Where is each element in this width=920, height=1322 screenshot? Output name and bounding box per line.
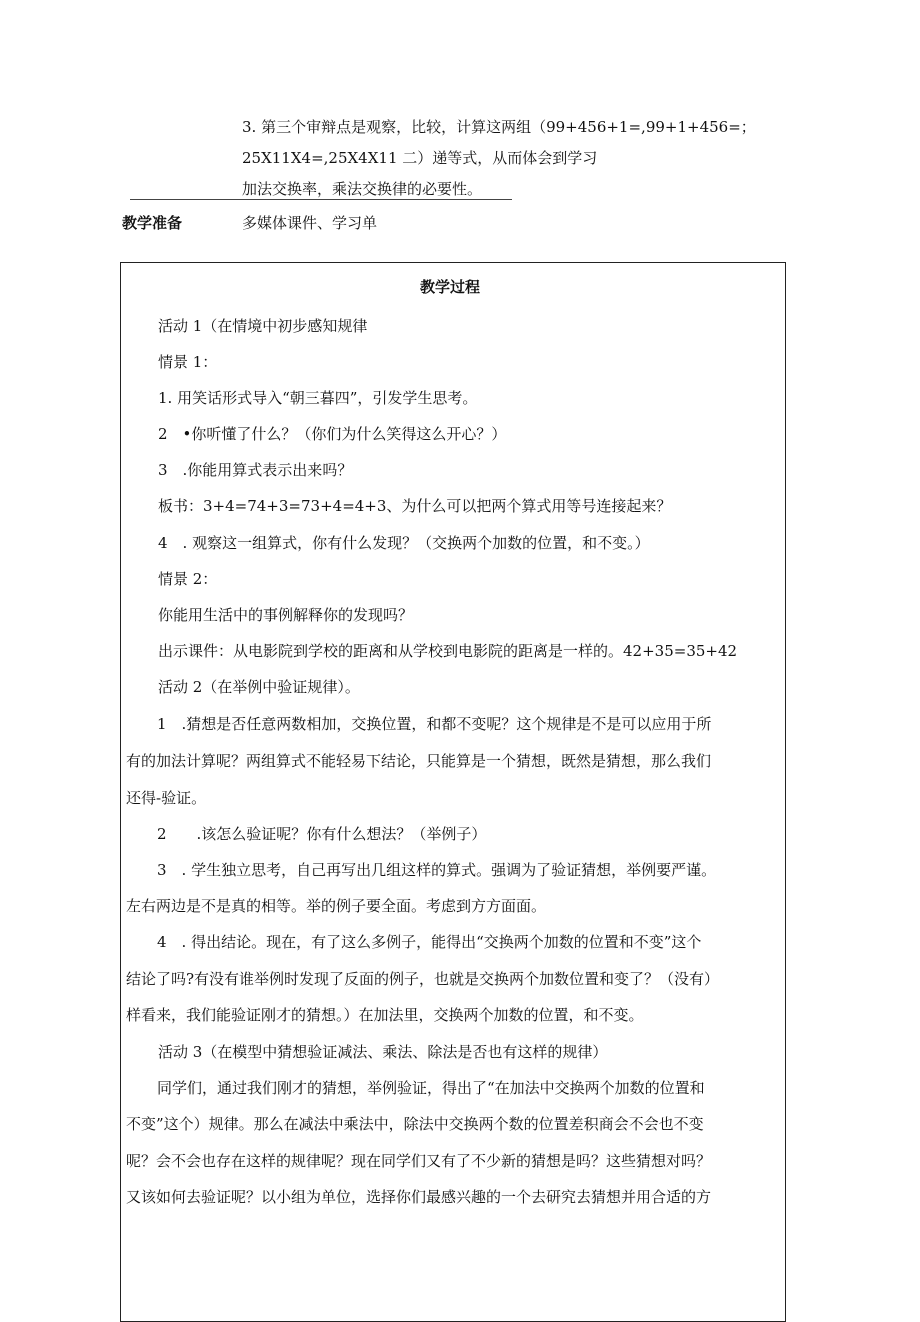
activity-3-heading: 活动 3（在模型中猜想验证减法、乘法、除法是否也有这样的规律） <box>158 1043 608 1061</box>
activity-1-heading: 活动 1（在情境中初步感知规律 <box>158 317 368 335</box>
courseware-line: 出示课件：从电影院到学校的距离和从学校到电影院的距离是一样的。42+35=35+42 <box>158 642 738 660</box>
paragraph-line: 同学们，通过我们刚才的猜想，举例验证，得出了“在加法中交换两个加数的位置和 <box>142 1079 705 1097</box>
preparation-value: 多媒体课件、学习单 <box>242 214 378 232</box>
objective-line-3-cont: 25X11X4=,25X4X11 二）递等式，从而体会到学习 <box>242 149 598 167</box>
process-line: 1. 用笑话形式导入“朝三暮四”，引发学生思考。 <box>158 389 478 407</box>
paragraph-line: 左右两边是不是真的相等。举的例子要全面。考虑到方方面面。 <box>126 897 547 915</box>
paragraph-line: 呢？会不会也存在这样的规律呢？现在同学们又有了不少新的猜想是吗？这些猜想对吗？ <box>126 1152 712 1170</box>
paragraph-line: 4 . 得出结论。现在，有了这么多例子，能得出“交换两个加数的位置和不变”这个 <box>142 933 702 951</box>
preparation-label: 教学准备 <box>122 214 183 232</box>
paragraph-line: 3 . 学生独立思考，自己再写出几组这样的算式。强调为了验证猜想，举例要严谨。 <box>142 861 717 879</box>
scene-1-heading: 情景 1： <box>158 353 218 371</box>
blackboard-line: 板书：3+4=74+3=73+4=4+3、为什么可以把两个算式用等号连接起来？ <box>158 497 672 515</box>
scene-2-heading: 情景 2： <box>158 570 218 588</box>
paragraph-line: 1 .猜想是否任意两数相加，交换位置，和都不变呢？这个规律是不是可以应用于所 <box>142 715 712 733</box>
process-line: 4 . 观察这一组算式，你有什么发现？（交换两个加数的位置，和不变。） <box>158 534 650 552</box>
objective-line-3-end: 加法交换率，乘法交换律的必要性。 <box>242 180 483 198</box>
paragraph-line: 还得-验证。 <box>126 789 207 807</box>
paragraph-line: 又该如何去验证呢？以小组为单位，选择你们最感兴趣的一个去研究去猜想并用合适的方 <box>126 1188 712 1206</box>
process-line: 3 .你能用算式表示出来吗？ <box>158 461 353 479</box>
process-line: 你能用生活中的事例解释你的发现吗？ <box>158 606 414 624</box>
paragraph-line: 不变”这个）规律。那么在减法中乘法中，除法中交换两个数的位置差积商会不会也不变 <box>126 1115 704 1133</box>
objective-line-3: 3. 第三个审辩点是观察，比较，计算这两组（99+456+1=,99+1+456=； <box>242 118 756 136</box>
activity-2-heading: 活动 2（在举例中验证规律）。 <box>158 678 360 696</box>
process-title: 教学过程 <box>420 278 481 296</box>
paragraph-line: 2 .该怎么验证呢？你有什么想法？（举例子） <box>142 825 487 843</box>
paragraph-line: 样看来，我们能验证刚才的猜想。）在加法里，交换两个加数的位置，和不变。 <box>126 1006 644 1024</box>
paragraph-line: 结论了吗?有没有谁举例时发现了反面的例子，也就是交换两个加数位置和变了？（没有） <box>126 970 720 988</box>
process-line: 2 •你听懂了什么？（你们为什么笑得这么开心？） <box>158 425 507 443</box>
divider-rule <box>130 199 512 200</box>
paragraph-line: 有的加法计算呢？两组算式不能轻易下结论，只能算是一个猜想，既然是猜想，那么我们 <box>126 752 712 770</box>
